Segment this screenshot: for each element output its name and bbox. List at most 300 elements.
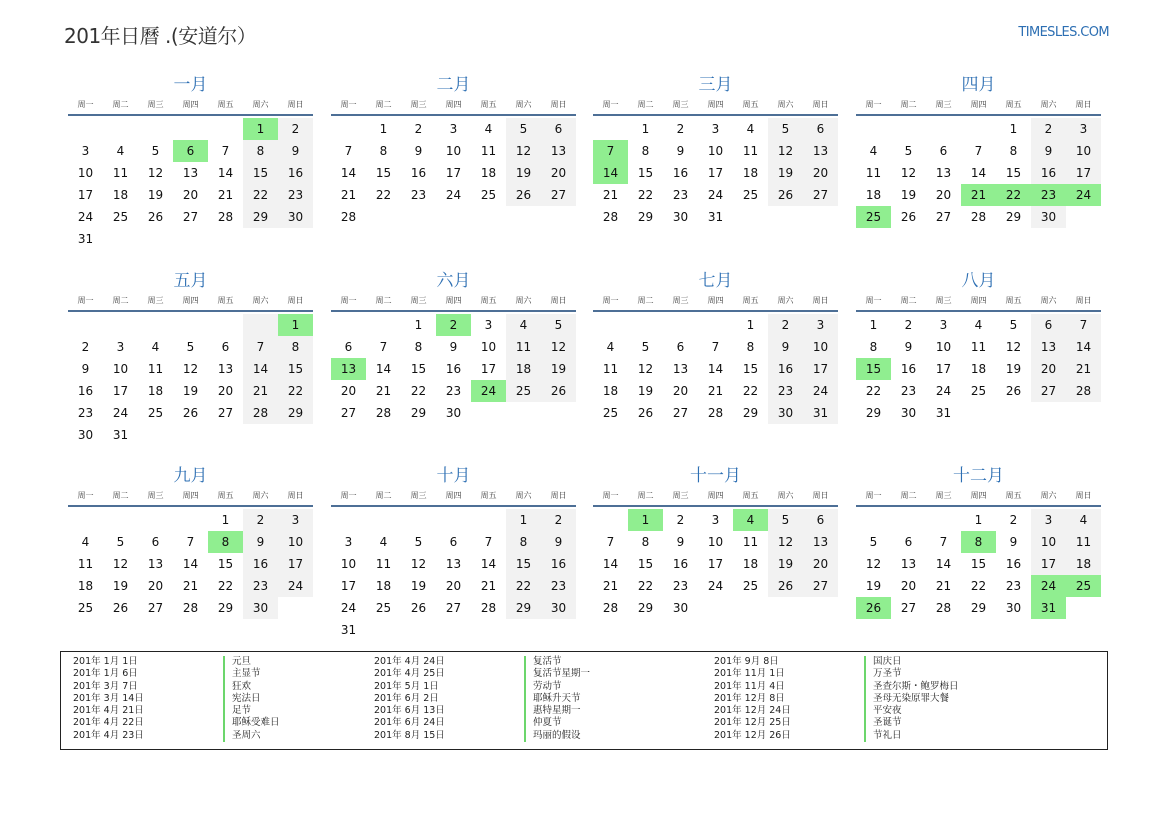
day-cell: 18 xyxy=(147,384,164,398)
day-cell: 30 xyxy=(445,406,462,420)
day-grid xyxy=(593,312,838,424)
month-name: 七月 xyxy=(698,271,733,291)
day-cell: 4 xyxy=(1066,509,1101,531)
month-name: 二月 xyxy=(436,75,471,95)
holiday-name: 宪法日 xyxy=(232,692,261,704)
day-cell: 26 xyxy=(410,601,427,615)
empty-cell xyxy=(68,118,103,140)
day-cell: 19 xyxy=(112,579,129,593)
day-cell: 19 xyxy=(506,162,541,184)
day-cell: 5 xyxy=(506,118,541,140)
holiday-marker xyxy=(524,656,526,668)
day-cell: 3 xyxy=(116,340,125,354)
day-cell: 2 xyxy=(904,318,913,332)
holiday-row xyxy=(73,730,392,742)
day-cell: 20 xyxy=(803,162,838,184)
holiday-day-cell: 8 xyxy=(961,531,996,553)
weekday-label: 周四 xyxy=(182,491,199,500)
day-cell: 28 xyxy=(970,210,987,224)
day-cell: 6 xyxy=(151,535,160,549)
day-cell: 17 xyxy=(1066,162,1101,184)
weekday-label: 周日 xyxy=(812,296,829,305)
day-cell: 25 xyxy=(602,406,619,420)
day-cell: 30 xyxy=(1031,206,1066,228)
day-cell: 31 xyxy=(112,428,129,442)
day-cell: 5 xyxy=(151,144,160,158)
day-cell: 2 xyxy=(1031,118,1066,140)
weekday-label: 周六 xyxy=(1040,296,1057,305)
day-cell: 10 xyxy=(278,531,313,553)
day-cell: 25 xyxy=(112,210,129,224)
day-cell: 6 xyxy=(449,535,458,549)
weekday-label: 周五 xyxy=(217,100,234,109)
day-cell: 15 xyxy=(637,166,654,180)
holiday-column xyxy=(374,656,693,742)
day-cell: 5 xyxy=(869,535,878,549)
weekday-label: 周二 xyxy=(900,491,917,500)
holiday-row xyxy=(73,717,392,729)
day-cell: 29 xyxy=(970,601,987,615)
weekday-label: 周四 xyxy=(707,491,724,500)
holiday-marker xyxy=(864,730,866,742)
day-cell: 23 xyxy=(672,188,689,202)
day-cell: 10 xyxy=(112,362,129,376)
day-cell: 19 xyxy=(1005,362,1022,376)
holiday-row xyxy=(374,730,693,742)
day-cell: 12 xyxy=(768,531,803,553)
day-cell: 1 xyxy=(379,122,388,136)
day-cell: 20 xyxy=(803,553,838,575)
day-cell: 13 xyxy=(1031,336,1066,358)
weekday-label: 周日 xyxy=(287,296,304,305)
weekday-label: 周五 xyxy=(742,491,759,500)
day-cell: 10 xyxy=(445,144,462,158)
weekday-label: 周二 xyxy=(637,491,654,500)
day-cell: 13 xyxy=(541,140,576,162)
holiday-row xyxy=(714,668,1033,680)
day-cell: 3 xyxy=(484,318,493,332)
day-cell: 11 xyxy=(112,166,129,180)
day-cell: 14 xyxy=(340,166,357,180)
weekday-header xyxy=(331,96,576,116)
day-cell: 31 xyxy=(707,210,724,224)
day-cell: 26 xyxy=(506,184,541,206)
day-cell: 20 xyxy=(1031,358,1066,380)
weekday-label: 周三 xyxy=(410,491,427,500)
holiday-marker xyxy=(864,681,866,693)
weekday-label: 周一 xyxy=(602,100,619,109)
weekday-label: 周一 xyxy=(77,491,94,500)
day-cell: 17 xyxy=(340,579,357,593)
holiday-name: 平安夜 xyxy=(873,705,902,717)
empty-cell xyxy=(103,314,138,336)
site-link[interactable]: TIMESLES.COM xyxy=(1018,25,1109,40)
day-cell: 23 xyxy=(1005,579,1022,593)
day-cell: 27 xyxy=(900,601,917,615)
holiday-date: 201年 12月 26日 xyxy=(714,729,791,741)
day-cell: 7 xyxy=(711,340,720,354)
day-cell: 6 xyxy=(676,340,685,354)
day-cell: 21 xyxy=(217,188,234,202)
day-cell: 26 xyxy=(182,406,199,420)
weekday-label: 周日 xyxy=(287,491,304,500)
day-cell: 9 xyxy=(541,531,576,553)
month-name: 一月 xyxy=(173,75,208,95)
day-cell: 2 xyxy=(676,513,685,527)
day-cell: 5 xyxy=(768,509,803,531)
day-cell: 5 xyxy=(641,340,650,354)
month-block xyxy=(593,465,838,619)
empty-cell xyxy=(243,314,278,336)
day-cell: 14 xyxy=(707,362,724,376)
holiday-marker xyxy=(223,656,225,668)
holiday-name: 足节 xyxy=(232,705,252,717)
weekday-label: 周一 xyxy=(865,100,882,109)
day-cell: 7 xyxy=(379,340,388,354)
holiday-marker xyxy=(223,717,225,729)
day-grid xyxy=(68,312,313,446)
day-cell: 2 xyxy=(243,509,278,531)
holiday-marker xyxy=(864,705,866,717)
day-cell: 22 xyxy=(637,579,654,593)
day-cell: 22 xyxy=(278,380,313,402)
empty-cell xyxy=(436,509,471,531)
month-block xyxy=(68,270,313,446)
day-cell: 27 xyxy=(182,210,199,224)
day-cell: 25 xyxy=(77,601,94,615)
day-cell: 10 xyxy=(707,535,724,549)
day-cell: 3 xyxy=(449,122,458,136)
empty-cell xyxy=(628,314,663,336)
holiday-marker xyxy=(524,705,526,717)
day-cell: 14 xyxy=(602,557,619,571)
day-cell: 11 xyxy=(602,362,619,376)
weekday-label: 周一 xyxy=(340,296,357,305)
day-cell: 1 xyxy=(414,318,423,332)
holiday-marker xyxy=(223,705,225,717)
day-cell: 2 xyxy=(1009,513,1018,527)
holiday-marker xyxy=(864,717,866,729)
day-cell: 24 xyxy=(935,384,952,398)
holiday-marker xyxy=(223,730,225,742)
holiday-day-cell: 1 xyxy=(278,314,313,336)
day-cell: 1 xyxy=(641,122,650,136)
month-block xyxy=(856,74,1101,228)
day-cell: 4 xyxy=(606,340,615,354)
holiday-marker xyxy=(524,693,526,705)
weekday-label: 周五 xyxy=(480,491,497,500)
day-cell: 8 xyxy=(1009,144,1018,158)
day-cell: 20 xyxy=(182,188,199,202)
holiday-date: 201年 4月 23日 xyxy=(73,729,144,741)
weekday-label: 周二 xyxy=(112,491,129,500)
day-cell: 15 xyxy=(1005,166,1022,180)
holiday-date: 201年 5月 1日 xyxy=(374,680,439,692)
day-cell: 20 xyxy=(672,384,689,398)
day-cell: 9 xyxy=(278,140,313,162)
empty-cell xyxy=(698,314,733,336)
weekday-label: 周四 xyxy=(445,100,462,109)
day-cell: 17 xyxy=(935,362,952,376)
day-cell: 15 xyxy=(506,553,541,575)
day-cell: 15 xyxy=(243,162,278,184)
holiday-row xyxy=(714,717,1033,729)
day-cell: 5 xyxy=(541,314,576,336)
holiday-name: 耶稣受难日 xyxy=(232,717,280,729)
weekday-label: 周三 xyxy=(410,100,427,109)
day-cell: 5 xyxy=(414,535,423,549)
holiday-name: 耶稣升天节 xyxy=(533,692,581,704)
weekday-label: 周二 xyxy=(375,491,392,500)
holiday-marker xyxy=(864,656,866,668)
holiday-marker xyxy=(524,717,526,729)
holiday-day-cell: 7 xyxy=(593,140,628,162)
day-cell: 29 xyxy=(637,601,654,615)
day-cell: 13 xyxy=(803,531,838,553)
day-cell: 16 xyxy=(278,162,313,184)
day-cell: 23 xyxy=(768,380,803,402)
holiday-marker xyxy=(864,668,866,680)
empty-cell xyxy=(593,314,628,336)
holiday-name: 圣查尔斯・鲍罗梅日 xyxy=(873,680,959,692)
day-cell: 14 xyxy=(182,557,199,571)
day-cell: 10 xyxy=(480,340,497,354)
day-cell: 13 xyxy=(217,362,234,376)
day-cell: 6 xyxy=(221,340,230,354)
day-cell: 12 xyxy=(112,557,129,571)
day-cell: 28 xyxy=(935,601,952,615)
day-cell: 15 xyxy=(375,166,392,180)
empty-cell xyxy=(103,118,138,140)
day-cell: 25 xyxy=(742,579,759,593)
day-cell: 7 xyxy=(186,535,195,549)
day-grid xyxy=(68,507,313,619)
day-cell: 2 xyxy=(81,340,90,354)
weekday-label: 周六 xyxy=(777,491,794,500)
day-cell: 14 xyxy=(375,362,392,376)
day-grid xyxy=(593,116,838,228)
day-cell: 15 xyxy=(278,358,313,380)
month-name: 九月 xyxy=(173,466,208,486)
day-cell: 30 xyxy=(243,597,278,619)
day-cell: 7 xyxy=(606,535,615,549)
holiday-date: 201年 6月 24日 xyxy=(374,717,445,729)
holiday-date: 201年 4月 25日 xyxy=(374,668,445,680)
empty-cell xyxy=(103,509,138,531)
day-cell: 9 xyxy=(449,340,458,354)
holiday-row xyxy=(714,681,1033,693)
day-cell: 10 xyxy=(340,557,357,571)
day-cell: 18 xyxy=(865,188,882,202)
day-cell: 12 xyxy=(1005,340,1022,354)
day-cell: 25 xyxy=(742,188,759,202)
holiday-row xyxy=(374,668,693,680)
day-cell: 19 xyxy=(768,553,803,575)
month-name: 八月 xyxy=(961,271,996,291)
day-cell: 26 xyxy=(147,210,164,224)
day-cell: 28 xyxy=(707,406,724,420)
weekday-label: 周三 xyxy=(672,491,689,500)
day-cell: 4 xyxy=(81,535,90,549)
holiday-name: 圣周六 xyxy=(232,729,261,741)
day-cell: 16 xyxy=(410,166,427,180)
weekday-label: 周四 xyxy=(970,296,987,305)
day-cell: 16 xyxy=(77,384,94,398)
day-cell: 12 xyxy=(506,140,541,162)
weekday-label: 周三 xyxy=(935,491,952,500)
day-cell: 30 xyxy=(768,402,803,424)
weekday-label: 周日 xyxy=(550,296,567,305)
weekday-label: 周六 xyxy=(252,296,269,305)
month-block xyxy=(68,465,313,619)
holiday-name: 圣母无染原罪大餐 xyxy=(873,692,950,704)
day-cell: 30 xyxy=(278,206,313,228)
day-cell: 18 xyxy=(602,384,619,398)
day-cell: 21 xyxy=(340,188,357,202)
holiday-row xyxy=(714,693,1033,705)
day-grid xyxy=(856,312,1101,424)
holiday-row xyxy=(73,668,392,680)
weekday-label: 周六 xyxy=(1040,100,1057,109)
weekday-label: 周六 xyxy=(515,100,532,109)
day-cell: 16 xyxy=(1005,557,1022,571)
day-cell: 18 xyxy=(742,557,759,571)
day-cell: 31 xyxy=(935,406,952,420)
empty-cell xyxy=(961,118,996,140)
holiday-marker xyxy=(524,681,526,693)
day-cell: 13 xyxy=(803,140,838,162)
day-cell: 6 xyxy=(803,509,838,531)
day-cell: 13 xyxy=(672,362,689,376)
day-cell: 13 xyxy=(445,557,462,571)
day-cell: 20 xyxy=(900,579,917,593)
day-cell: 20 xyxy=(541,162,576,184)
holiday-day-cell: 6 xyxy=(173,140,208,162)
month-block xyxy=(331,465,576,641)
weekday-label: 周一 xyxy=(340,100,357,109)
weekday-label: 周日 xyxy=(1075,100,1092,109)
day-cell: 20 xyxy=(147,579,164,593)
month-name: 四月 xyxy=(961,75,996,95)
day-cell: 12 xyxy=(900,166,917,180)
day-cell: 18 xyxy=(480,166,497,180)
month-block xyxy=(593,270,838,424)
day-cell: 19 xyxy=(865,579,882,593)
day-cell: 10 xyxy=(1066,140,1101,162)
day-cell: 3 xyxy=(81,144,90,158)
day-cell: 25 xyxy=(970,384,987,398)
day-cell: 6 xyxy=(803,118,838,140)
day-cell: 21 xyxy=(1066,358,1101,380)
day-cell: 15 xyxy=(410,362,427,376)
empty-cell xyxy=(138,509,173,531)
day-cell: 12 xyxy=(182,362,199,376)
day-cell: 22 xyxy=(217,579,234,593)
holiday-row xyxy=(714,730,1033,742)
empty-cell xyxy=(856,118,891,140)
empty-cell xyxy=(173,314,208,336)
holiday-list xyxy=(60,651,1108,750)
day-cell: 30 xyxy=(900,406,917,420)
day-cell: 7 xyxy=(939,535,948,549)
day-cell: 8 xyxy=(641,144,650,158)
day-cell: 24 xyxy=(707,579,724,593)
day-cell: 18 xyxy=(1066,553,1101,575)
day-cell: 22 xyxy=(375,188,392,202)
day-cell: 17 xyxy=(278,553,313,575)
day-cell: 16 xyxy=(672,557,689,571)
day-cell: 12 xyxy=(541,336,576,358)
day-cell: 11 xyxy=(506,336,541,358)
weekday-label: 周二 xyxy=(375,100,392,109)
day-cell: 24 xyxy=(112,406,129,420)
day-cell: 17 xyxy=(1031,553,1066,575)
day-cell: 21 xyxy=(602,579,619,593)
empty-cell xyxy=(331,509,366,531)
weekday-label: 周一 xyxy=(77,296,94,305)
holiday-name: 惠特星期一 xyxy=(533,705,581,717)
day-cell: 27 xyxy=(340,406,357,420)
day-cell: 24 xyxy=(340,601,357,615)
empty-cell xyxy=(331,118,366,140)
day-cell: 9 xyxy=(81,362,90,376)
holiday-date: 201年 6月 13日 xyxy=(374,705,445,717)
day-cell: 29 xyxy=(742,406,759,420)
day-cell: 8 xyxy=(414,340,423,354)
day-grid xyxy=(856,116,1101,228)
day-cell: 24 xyxy=(445,188,462,202)
day-cell: 2 xyxy=(541,509,576,531)
holiday-row xyxy=(714,656,1033,668)
holiday-row xyxy=(73,681,392,693)
month-block xyxy=(593,74,838,228)
weekday-label: 周五 xyxy=(1005,296,1022,305)
day-cell: 18 xyxy=(970,362,987,376)
holiday-day-cell: 22 xyxy=(996,184,1031,206)
day-cell: 19 xyxy=(900,188,917,202)
empty-cell xyxy=(138,314,173,336)
day-cell: 4 xyxy=(869,144,878,158)
weekday-label: 周四 xyxy=(707,296,724,305)
day-cell: 27 xyxy=(541,184,576,206)
holiday-marker xyxy=(524,668,526,680)
weekday-label: 周三 xyxy=(935,100,952,109)
day-cell: 10 xyxy=(803,336,838,358)
day-cell: 11 xyxy=(77,557,94,571)
day-cell: 6 xyxy=(939,144,948,158)
day-cell: 3 xyxy=(1031,509,1066,531)
empty-cell xyxy=(173,509,208,531)
empty-cell xyxy=(891,509,926,531)
weekday-label: 周一 xyxy=(340,491,357,500)
day-cell: 4 xyxy=(974,318,983,332)
weekday-header xyxy=(856,292,1101,312)
day-cell: 30 xyxy=(672,210,689,224)
weekday-label: 周三 xyxy=(147,100,164,109)
holiday-marker xyxy=(223,668,225,680)
day-cell: 15 xyxy=(637,557,654,571)
day-cell: 4 xyxy=(116,144,125,158)
weekday-label: 周六 xyxy=(515,296,532,305)
day-grid xyxy=(331,116,576,228)
holiday-name: 元旦 xyxy=(232,656,252,667)
day-cell: 23 xyxy=(541,575,576,597)
day-grid xyxy=(856,507,1101,619)
day-cell: 16 xyxy=(541,553,576,575)
day-cell: 30 xyxy=(672,601,689,615)
weekday-label: 周三 xyxy=(935,296,952,305)
empty-cell xyxy=(593,509,628,531)
